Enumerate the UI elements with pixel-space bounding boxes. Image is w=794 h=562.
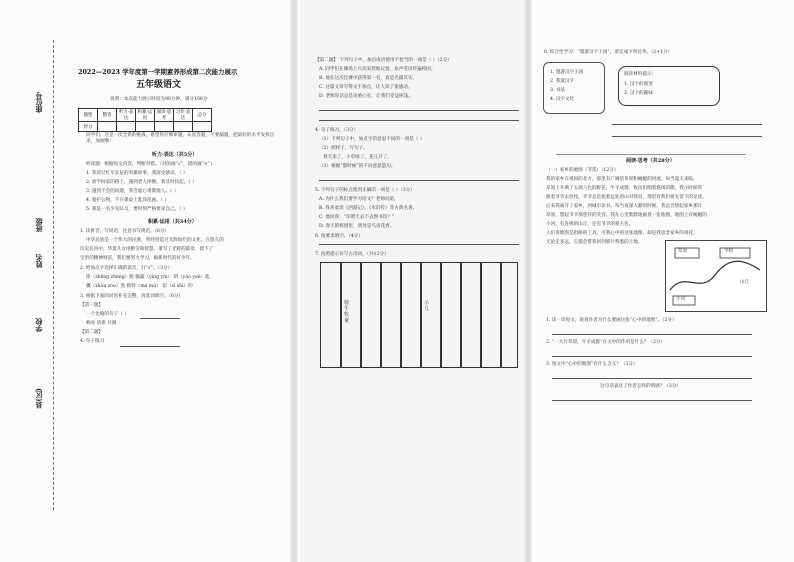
question-6: 6. 按要求填空。（4分） xyxy=(315,234,363,239)
score-cell[interactable] xyxy=(98,122,117,132)
grid-left-label: 骑牛牧童 xyxy=(344,300,350,324)
q5-item: A. 为什么我们要学习语文？老师问道。 xyxy=(319,197,399,202)
passage-line: 我的家乡在祖国的北方，那里有广阔的草原和蜿蜒的河流。每当夏天来临， xyxy=(546,177,698,182)
binding-line xyxy=(53,40,54,510)
section-divider xyxy=(556,154,746,155)
class-label: 班级 xyxy=(34,218,43,232)
q3-item: 一个比喻的句子（ ） xyxy=(86,312,129,317)
answer-line[interactable] xyxy=(612,136,762,137)
grid-col xyxy=(440,262,442,368)
map-label: 小河 xyxy=(676,297,686,302)
passage-line: 人们说地图是指路的工具，可我心中的这张地图，却是我思念家乡的寄托。 xyxy=(546,231,698,236)
answer-line[interactable] xyxy=(319,110,519,111)
listening-item: 5. 我是一名少先队员，要时刻严格要求自己。（ ） xyxy=(86,207,188,212)
passage-line: 草原，想起爷爷那慈祥的笑容。我在心里默默地画着一张地图，地图上有蜿蜒的 xyxy=(546,213,707,218)
reading-question: 2. “一大片草原，牛羊成群”在文中的作用是什么？（2分） xyxy=(546,340,666,345)
answer-line[interactable] xyxy=(120,346,180,347)
q1-text: 历史长河中，华夏儿女用勤劳和智慧，谱写了光辉的篇章，留下了 xyxy=(80,247,214,252)
map-label: 草原 xyxy=(678,249,688,254)
bubble-title: 阅读材料提示： xyxy=(624,72,657,77)
passage-line: 小河，有连绵的山丘，还有爷爷的蒙古包。 xyxy=(546,222,634,227)
score-table xyxy=(78,108,212,132)
answer-line[interactable] xyxy=(552,400,752,401)
passage-line: 无论走多远，它都会带我回到那片熟悉的土地。 xyxy=(546,240,643,245)
page-fold xyxy=(524,0,532,562)
score-header: 总分 xyxy=(193,109,212,122)
q3-item: 【第二题】 xyxy=(80,330,103,335)
score-cell[interactable] xyxy=(136,122,155,132)
exam-tip: 同学们，这是一次全新的挑战，希望你仔细审题，认真答题，不要漏题，把最好的水平发挥出来，加油哦！ xyxy=(86,133,275,144)
answer-line[interactable] xyxy=(319,120,519,121)
page-fold xyxy=(290,0,298,562)
q4-item: （3）根据“那时候”的不同意思造句。 xyxy=(319,164,396,169)
p2-header: 【第二题】 下列句子中，加点成语使用不恰当的一项是（ ）（2分） xyxy=(315,58,452,63)
passage-line: 草原上开满了五颜六色的野花，牛羊成群，牧民们唱着悠扬的歌。我小时候常 xyxy=(546,186,703,191)
bubble-item: 1. 汉字的演变 xyxy=(624,82,653,87)
answer-line[interactable] xyxy=(140,318,180,319)
q5-item: C. 他问我：“你明天去不去图书馆？” xyxy=(319,215,395,220)
number-label: 座位号 xyxy=(34,92,43,113)
score-header: 整容 xyxy=(98,109,117,122)
answer-line[interactable] xyxy=(552,334,752,335)
grid-col xyxy=(380,262,382,368)
q5-item: D. 春天的校园里，到处是鸟语花香。 xyxy=(319,224,395,229)
score-header: 积累·运用 xyxy=(136,109,155,122)
question-1: 1. 读拼音，写词语，注意书写规范。（6分） xyxy=(80,229,170,234)
q3-item: 响亮 清新 开阔 xyxy=(86,321,117,326)
question-3: 3. 根据下面的词语补充完整，再选词填空。（6分） xyxy=(80,294,183,299)
q5-item: B. 我喜欢读《西游记》、《水浒传》等古典名著。 xyxy=(319,206,418,211)
county-label: 县(区) xyxy=(34,388,43,409)
listening-item: 4. 爱护公物，不在课桌上乱涂乱画。（ ） xyxy=(86,198,170,203)
map-label: 学校 xyxy=(724,249,734,254)
passage-line: 跟着爷爷去放牧，爷爷总是指着远处的山对我说，那里有我们祖先留下的足迹。 xyxy=(546,195,707,200)
map-label: 山丘 xyxy=(740,280,750,285)
option: B. 他在这次比赛中获得第一名，真是名副其实。 xyxy=(319,76,418,81)
score-cell[interactable] xyxy=(174,122,193,132)
listening-item: 1. 我读过红军长征的英雄故事，我深受感动。（ ） xyxy=(86,171,188,176)
option: A. 同学们在操场上兴高采烈地玩耍，欢声笑语传遍校园。 xyxy=(319,67,436,72)
grid-col xyxy=(500,262,502,368)
banner-item: 3. 书法 xyxy=(550,88,566,93)
answer-line[interactable] xyxy=(319,180,519,181)
question-5: 5. 下列句子的标点使用正确的一项是（ ）（3分） xyxy=(315,188,415,193)
q4-item: （1）下列句子中，加点字的意思不同的一项是（ ） xyxy=(319,137,425,142)
score-header: 听力·表达 xyxy=(117,109,136,122)
q2-text: 挣（zhēng zhèng）脱 输赢（yíng yín） 钥（yào yuè）匙 xyxy=(86,275,210,280)
section-reading: 阅读·思考（共28分） xyxy=(626,158,675,164)
passage-line: 后来我离开了家乡，到城市读书。每当夜深人静的时候，我总会想起家乡那片 xyxy=(546,204,703,209)
section-listening: 听力·表达（共5分） xyxy=(152,152,198,158)
passage-title: （一）家乡的地图（节选）（12分） xyxy=(546,168,619,173)
q2-text: 骤（zhòu zòu）然 模样（mó mú） 似（sì shì）的 xyxy=(86,284,193,289)
name-label: 姓名 xyxy=(34,254,43,268)
score-row-label: 得分 xyxy=(79,122,98,132)
banner-item: 1. 遨游汉字王国 xyxy=(550,70,584,75)
q4-item: （2）照样子，写句子。 xyxy=(319,146,368,151)
question-8: 8. 综合性学习：“遨游汉字王国”，请完成下列任务。（2+1分） xyxy=(544,50,673,55)
grid-col xyxy=(340,262,342,368)
bubble-item: 2. 汉字的趣味 xyxy=(624,91,653,96)
grid-col xyxy=(420,262,422,368)
question-2: 2. 给加点字选择正确的读音，打“√”。（3分） xyxy=(80,266,173,271)
exam-subject: 五年级语文 xyxy=(136,80,182,90)
listening-item: 2. 放学回家的路上，遇到老人摔倒，我及时扶起。（ ） xyxy=(86,180,197,185)
q4-item: 春天来了，小草绿了，花儿开了。 xyxy=(323,155,392,160)
exam-note: 说明：本次能力展示时间为90分钟，满分100分 xyxy=(110,97,208,102)
section-usage: 积累·运用（共34分） xyxy=(148,219,197,225)
answer-line[interactable] xyxy=(552,356,752,357)
listening-item: 3. 遇到不会的问题，我会虚心请教他人。（ ） xyxy=(86,189,179,194)
listening-intro: 听读题：根据短文内容，判断对错。（对的画“√”，错的画“×”） xyxy=(86,162,215,167)
grid-mid-label: 示儿 xyxy=(424,300,430,312)
q3-item: 【第一题】 xyxy=(80,303,103,308)
option: C. 这篇文章写得文不加点，让人读了很感动。 xyxy=(319,85,413,90)
q1-text: 中华民族是一个伟大的民族，曾经创造过光辉灿烂的文化。在悠久的 xyxy=(86,238,224,243)
grid-col xyxy=(480,262,482,368)
score-header: 题型 xyxy=(79,109,98,122)
score-cell[interactable] xyxy=(193,122,212,132)
banner-item: 4. 汉字文化 xyxy=(550,97,575,102)
q3-tail: 4. 句子练习 xyxy=(80,339,105,344)
score-cell[interactable] xyxy=(117,122,136,132)
answer-line[interactable] xyxy=(319,244,519,245)
reading-question: 1. 读一读短文，说说作者为什么要画这张“心中的地图”。（2分） xyxy=(546,318,677,323)
score-header: 阅读·思考 xyxy=(155,109,174,122)
answer-line[interactable] xyxy=(552,378,752,379)
banner-item: 2. 我爱汉字 xyxy=(550,79,575,84)
school-label: 学校 xyxy=(34,318,43,332)
grid-col xyxy=(460,262,462,368)
score-cell[interactable] xyxy=(155,122,174,132)
option: D. 老师说话总是语重心长，让我们受益匪浅。 xyxy=(319,94,413,99)
score-header: 习作·表达 xyxy=(174,109,193,122)
answer-line[interactable] xyxy=(612,124,762,125)
question-4: 4. 句子练习。（3分） xyxy=(315,128,359,133)
reading-question-tail: 这句话表达了作者怎样的情感？（3分） xyxy=(600,384,682,389)
grid-col xyxy=(360,262,362,368)
q1-text: 宝贵的精神财富，我们要努力学习，做新时代的好少年。 xyxy=(80,256,195,261)
grid-col xyxy=(400,262,402,368)
reading-question: 3. 短文中“心中的地图”有什么含义？（3分） xyxy=(546,362,638,367)
exam-title: 2022—2023 学年度第一学期素养形成第二次能力展示 xyxy=(78,68,238,76)
question-7: 7. 按照提示补写古诗词。（共12分） xyxy=(315,252,389,257)
